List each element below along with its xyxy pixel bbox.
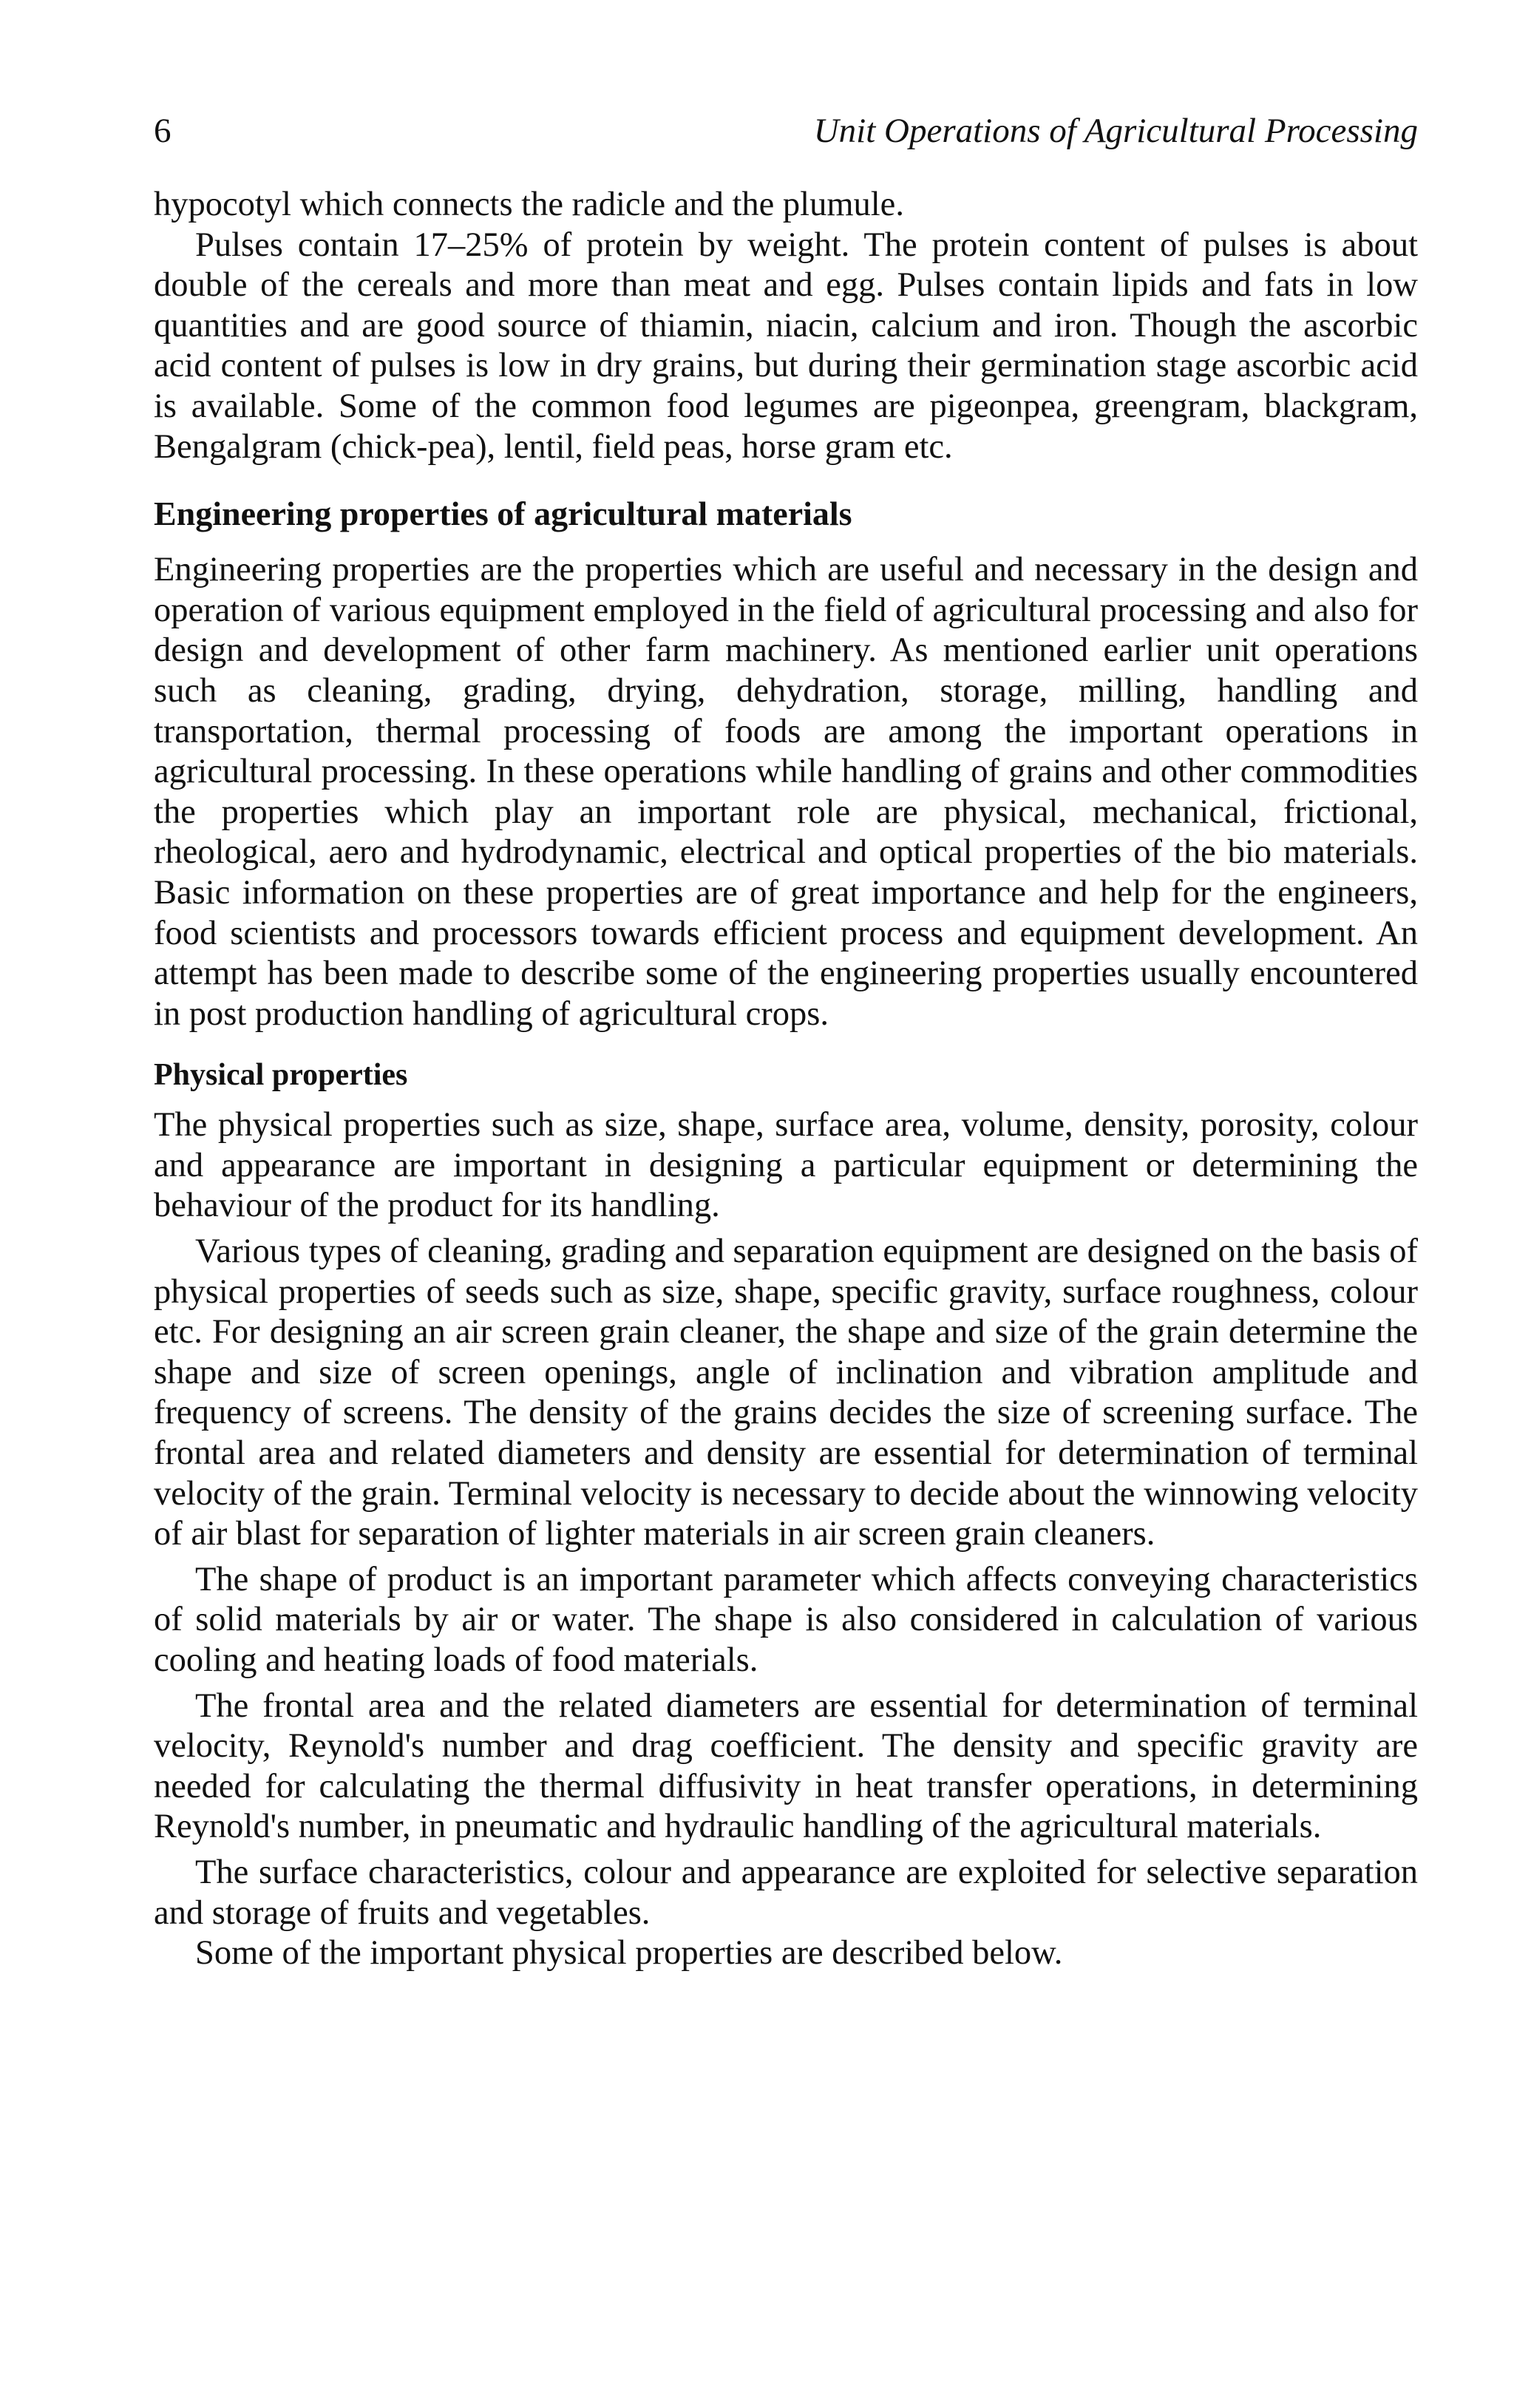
running-head [154,111,1418,170]
subsection-heading-physical-properties: Physical properties [154,1058,408,1093]
paragraph-physical-intro: The physical properties such as size, shape, surface area, volume, density, porosity, colour and appearance are important in designing a particular equipment or determining the behaviour of the product for its handling. [154,1106,1418,1225]
paragraph-shape: The shape of product is an important parameter which affects conveying characteristics of solid materials by air or water. The shape is also considered in calculation of various cooling and heating loads of food materials. [154,1560,1418,1679]
page-number: 6 [154,112,172,150]
paragraph-continuation: hypocotyl which connects the radicle and the plumule. [154,186,904,223]
book-page [154,111,1418,1974]
paragraph-frontal-area: The frontal area and the related diameters are essential for determination of terminal velocity, Reynold's number and drag coefficient. The density and specific gravity are needed for calculating the thermal diffusivity in heat transfer operations, in determining Reynold's number, in pneumatic and hydraulic handling of the agricultural materials. [154,1686,1418,1846]
paragraph-cleaning-equipment: Various types of cleaning, grading and separation equipment are designed on the basis of physical properties of seeds such as size, shape, specific gravity, surface roughness, colour etc. For designing an air screen grain cleaner, the shape and size of the grain determine the shape and size of screen openings, angle of inclination and vibration amplitude and frequency of screens. The density of the grains decides the size of screening surface. The frontal area and related diameters and density are essential for determination of terminal velocity of the grain. Terminal velocity is necessary to decide about the winnowing velocity of air blast for separation of lighter materials in air screen grain cleaners. [154,1232,1418,1553]
running-title: Unit Operations of Agricultural Processing [813,112,1418,150]
paragraph-engineering-properties: Engineering properties are the properties which are useful and necessary in the design and operation of various equipment employed in the field of agricultural processing and also for design and development of other farm machinery. As mentioned earlier unit operations such as cleaning, grading, drying, dehydration, storage, milling, handling and transportation, thermal processing of foods are among the important operations in agricultural processing. In these operations while handling of grains and other commodities the properties which play an important role are physical, mechanical, frictional, rheological, aero and hydrodynamic, electrical and optical properties of the bio materials. Basic information on these properties are of great importance and help for the engineers, food scientists and processors towards efficient process and equipment development. An attempt has been made to describe some of the engineering properties usually encountered in post production handling of agricultural crops. [154,551,1418,1033]
paragraph-closing: Some of the important physical properties are described below. [195,1934,1063,1973]
paragraph-pulses: Pulses contain 17–25% of protein by weight. The protein content of pulses is about double of the cereals and more than meat and egg. Pulses contain lipids and fats in low quantities and are good source of thiamin, niacin, calcium and iron. Though the ascorbic acid content of pulses is low in dry grains, but during their germination stage ascorbic acid is available. Some of the common food legumes are pigeonpea, greengram, blackgram, Bengalgram (chick-pea), lentil, field peas, horse gram etc. [154,225,1418,466]
paragraph-surface-characteristics: The surface characteristics, colour and appearance are exploited for selective separation and storage of fruits and vegetables. [154,1853,1418,1932]
section-heading-engineering-properties: Engineering properties of agricultural materials [154,495,852,533]
